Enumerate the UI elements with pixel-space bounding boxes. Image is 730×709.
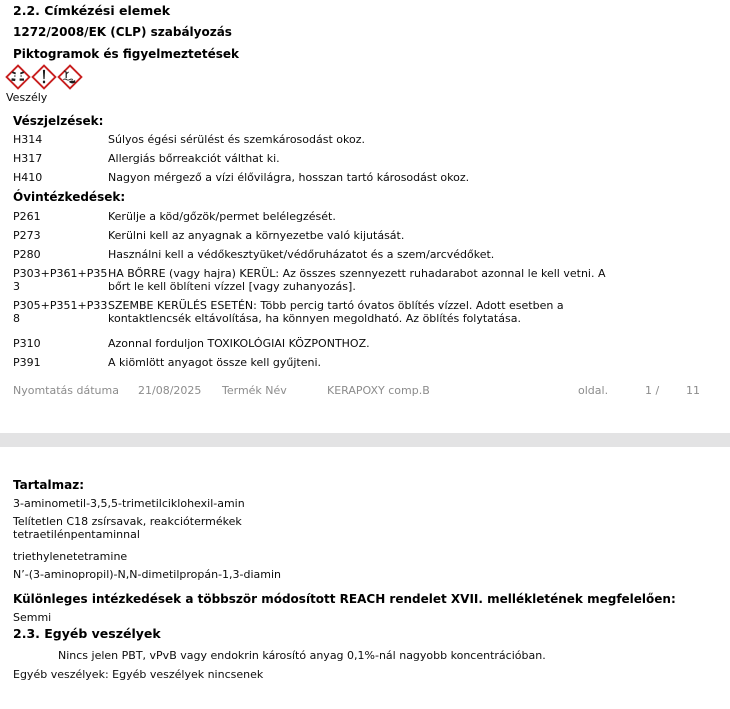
hazard-code: H314: [13, 133, 43, 146]
section-composition-other-hazards: [13, 478, 722, 681]
print-date-label: Nyomtatás dátuma: [13, 384, 119, 397]
ghs-pictogram-row: [5, 64, 722, 89]
precaution-text: Azonnal forduljon TOXIKOLÓGIAI KÖZPONTHOZ.: [108, 337, 370, 350]
reach-annex-value: Semmi: [13, 611, 52, 624]
ghs09-environment-icon: [57, 64, 83, 90]
section-labelling-elements: [6, 3, 722, 375]
precaution-row: [13, 248, 722, 261]
hazard-code: H317: [13, 152, 43, 165]
hazard-row: [13, 152, 722, 165]
precaution-code: P280: [13, 248, 41, 261]
ghs07-exclamation-icon: [31, 64, 57, 90]
precaution-text: SZEMBE KERÜLÉS ESETÉN: Több percig tartó óvatos öblítés vízzel. Adott esetben a kontaktlencsék eltávolítása, ha könnyen megoldható. Az öblítés folytatása.: [108, 299, 564, 325]
precaution-row: [13, 210, 722, 223]
product-name-value: KERAPOXY comp.B: [327, 384, 430, 397]
hazard-row: [13, 133, 722, 146]
precaution-text: HA BŐRRE (vagy hajra) KERÜL: Az összes szennyezett ruhadarabot azonnal le kell vetni. A bőrt le kell öblíteni vízzel [vagy zuhanyozás].: [108, 267, 606, 293]
precaution-code: P310: [13, 337, 41, 350]
product-name-label: Termék Név: [222, 384, 287, 397]
precaution-row: [13, 229, 722, 242]
precaution-row: [13, 267, 722, 293]
section-title: 2.2. Címkézési elemek: [13, 3, 171, 18]
contains-heading: Tartalmaz:: [13, 478, 84, 492]
precautionary-statements-table: [13, 210, 722, 369]
other-hazards-title: 2.3. Egyéb veszélyek: [13, 626, 161, 641]
precaution-text: Kerülje a köd/gőzök/permet belélegzését.: [108, 210, 336, 223]
precaution-code: P273: [13, 229, 41, 242]
precaution-code: P391: [13, 356, 41, 369]
ghs05-corrosion-icon: [5, 64, 31, 90]
reach-annex-heading: Különleges intézkedések a többször módosított REACH rendelet XVII. mellékletének megfelelően:: [13, 592, 676, 606]
hazard-text: Súlyos égési sérülést és szemkárosodást okoz.: [108, 133, 365, 146]
substance-item: N’-(3-aminopropil)-N,N-dimetilpropán-1,3-diamin: [13, 568, 282, 581]
page-break-divider: [0, 433, 730, 447]
hazard-statements-heading: Vészjelzések:: [13, 114, 104, 128]
substance-item: 3-aminometil-3,5,5-trimetilciklohexil-amin: [13, 497, 245, 510]
precaution-row: [13, 299, 722, 325]
precaution-text: A kiömlött anyagot össze kell gyűjteni.: [108, 356, 321, 369]
precaution-row: [13, 337, 722, 350]
page-footer: [0, 384, 730, 398]
precaution-code: P303+P361+P353: [13, 267, 108, 293]
precautionary-statements-heading: Óvintézkedések:: [13, 190, 126, 204]
precaution-text: Használni kell a védőkesztyüket/védőruházatot és a szem/arcvédőket.: [108, 248, 495, 261]
hazard-row: [13, 171, 722, 184]
page-number-label: oldal.: [578, 384, 609, 397]
pbt-statement: Nincs jelen PBT, vPvB vagy endokrin károsító anyag 0,1%-nál nagyobb koncentrációban.: [58, 649, 546, 662]
hazard-code: H410: [13, 171, 43, 184]
page-number-total: 11: [686, 384, 700, 397]
regulation-title: 1272/2008/EK (CLP) szabályozás: [13, 25, 232, 39]
page-number-current: 1 /: [645, 384, 660, 397]
pictograms-heading: Piktogramok és figyelmeztetések: [13, 47, 240, 61]
precaution-code: P305+P351+P338: [13, 299, 108, 325]
hazard-text: Nagyon mérgező a vízi élővilágra, hosszan tartó károsodást okoz.: [108, 171, 470, 184]
substance-item: triethylenetetramine: [13, 550, 128, 563]
substance-list: [13, 497, 285, 581]
precaution-row: [13, 356, 722, 369]
print-date-value: 21/08/2025: [138, 384, 202, 397]
precaution-code: P261: [13, 210, 41, 223]
hazard-text: Allergiás bőrreakciót válthat ki.: [108, 152, 280, 165]
precaution-text: Kerülni kell az anyagnak a környezetbe való kijutását.: [108, 229, 405, 242]
other-hazards-line: Egyéb veszélyek: Egyéb veszélyek nincsenek: [13, 668, 264, 681]
signal-word: Veszély: [6, 91, 48, 104]
hazard-statements-table: [13, 133, 722, 184]
substance-item: Telítetlen C18 zsírsavak, reakciótermékek tetraetilénpentaminnal: [13, 515, 242, 541]
